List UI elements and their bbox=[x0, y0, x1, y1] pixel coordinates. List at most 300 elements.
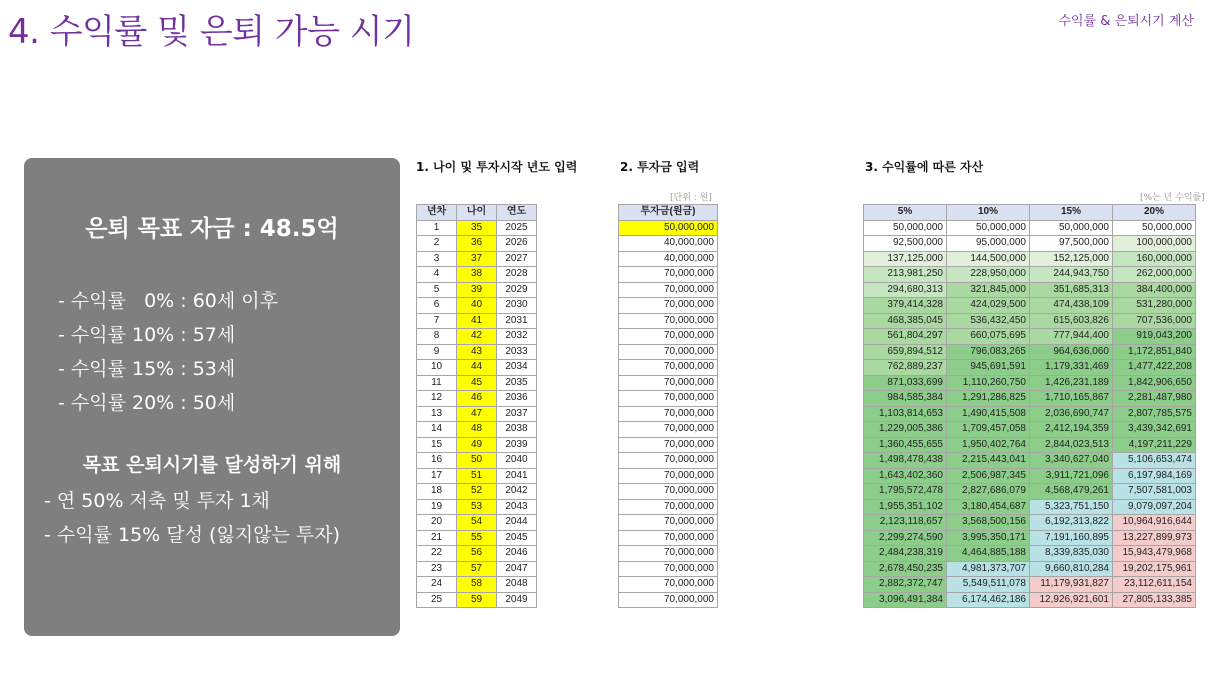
asset-value-cell: 50,000,000 bbox=[1113, 220, 1196, 236]
table-row bbox=[864, 468, 1196, 484]
table-row bbox=[619, 313, 718, 329]
table-row bbox=[619, 468, 718, 484]
asset-value-cell: 1,110,260,750 bbox=[947, 375, 1030, 391]
table-row bbox=[417, 375, 537, 391]
year-index-cell: 14 bbox=[417, 422, 457, 438]
page-title: 4. 수익률 및 은퇴 가능 시기 bbox=[8, 12, 415, 52]
table-row bbox=[619, 375, 718, 391]
asset-value-cell: 762,889,237 bbox=[864, 360, 947, 376]
year-index-cell: 18 bbox=[417, 484, 457, 500]
asset-value-cell: 796,083,265 bbox=[947, 344, 1030, 360]
year-cell: 2047 bbox=[497, 561, 537, 577]
asset-value-cell: 474,438,109 bbox=[1030, 298, 1113, 314]
age-input-cell[interactable]: 43 bbox=[457, 344, 497, 360]
year-index-cell: 8 bbox=[417, 329, 457, 345]
asset-value-cell: 536,432,450 bbox=[947, 313, 1030, 329]
table-row bbox=[417, 251, 537, 267]
table-row bbox=[417, 546, 537, 562]
table-row bbox=[864, 391, 1196, 407]
year-cell: 2031 bbox=[497, 313, 537, 329]
asset-value-cell: 6,192,313,822 bbox=[1030, 515, 1113, 531]
asset-value-cell: 27,805,133,385 bbox=[1113, 592, 1196, 608]
year-index-cell: 19 bbox=[417, 499, 457, 515]
year-cell: 2042 bbox=[497, 484, 537, 500]
asset-value-cell: 1,291,286,825 bbox=[947, 391, 1030, 407]
investment-input-cell[interactable]: 70,000,000 bbox=[619, 329, 718, 345]
table-row bbox=[417, 391, 537, 407]
table-row bbox=[619, 236, 718, 252]
year-cell: 2035 bbox=[497, 375, 537, 391]
asset-value-cell: 1,426,231,189 bbox=[1030, 375, 1113, 391]
investment-input-cell[interactable]: 70,000,000 bbox=[619, 453, 718, 469]
asset-value-cell: 262,000,000 bbox=[1113, 267, 1196, 283]
investment-input-cell[interactable]: 70,000,000 bbox=[619, 267, 718, 283]
page-subtitle: 수익률 & 은퇴시기 계산 bbox=[1058, 14, 1194, 29]
table-row bbox=[619, 437, 718, 453]
table-row bbox=[864, 298, 1196, 314]
col-header-rate-10: 10% bbox=[947, 205, 1030, 221]
asset-value-cell: 1,172,851,840 bbox=[1113, 344, 1196, 360]
table-row bbox=[417, 468, 537, 484]
col-header-year-index: 년차 bbox=[417, 205, 457, 221]
year-index-cell: 5 bbox=[417, 282, 457, 298]
table-row bbox=[417, 406, 537, 422]
investment-input-cell[interactable]: 70,000,000 bbox=[619, 499, 718, 515]
table-row bbox=[417, 530, 537, 546]
asset-value-cell: 3,180,454,687 bbox=[947, 499, 1030, 515]
age-input-cell[interactable]: 53 bbox=[457, 499, 497, 515]
asset-value-cell: 3,568,500,156 bbox=[947, 515, 1030, 531]
year-cell: 2030 bbox=[497, 298, 537, 314]
investment-input-cell[interactable]: 70,000,000 bbox=[619, 282, 718, 298]
asset-value-cell: 7,507,581,003 bbox=[1113, 484, 1196, 500]
age-year-table bbox=[416, 204, 537, 608]
investment-input-cell[interactable]: 70,000,000 bbox=[619, 592, 718, 608]
table-row bbox=[864, 437, 1196, 453]
year-cell: 2041 bbox=[497, 468, 537, 484]
age-input-cell[interactable]: 54 bbox=[457, 515, 497, 531]
year-index-cell: 23 bbox=[417, 561, 457, 577]
table-row bbox=[864, 561, 1196, 577]
investment-input-cell[interactable]: 40,000,000 bbox=[619, 236, 718, 252]
section3-unit: [%는 년 수익률] bbox=[1140, 193, 1205, 203]
asset-value-cell: 2,882,372,747 bbox=[864, 577, 947, 593]
plan-item: - 수익률 15% 달성 (잃지않는 투자) bbox=[44, 524, 341, 546]
age-input-cell[interactable]: 48 bbox=[457, 422, 497, 438]
asset-value-cell: 2,412,194,359 bbox=[1030, 422, 1113, 438]
table-row bbox=[619, 360, 718, 376]
year-cell: 2039 bbox=[497, 437, 537, 453]
summary-panel bbox=[24, 158, 400, 636]
table-row bbox=[864, 422, 1196, 438]
asset-value-cell: 1,229,005,386 bbox=[864, 422, 947, 438]
year-index-cell: 7 bbox=[417, 313, 457, 329]
table-row bbox=[417, 360, 537, 376]
age-input-cell[interactable]: 55 bbox=[457, 530, 497, 546]
age-input-cell[interactable]: 40 bbox=[457, 298, 497, 314]
asset-value-cell: 384,400,000 bbox=[1113, 282, 1196, 298]
table-row bbox=[864, 484, 1196, 500]
investment-input-cell[interactable]: 70,000,000 bbox=[619, 298, 718, 314]
year-cell: 2040 bbox=[497, 453, 537, 469]
asset-value-cell: 1,103,814,653 bbox=[864, 406, 947, 422]
table-row bbox=[619, 422, 718, 438]
investment-input-cell[interactable]: 70,000,000 bbox=[619, 468, 718, 484]
asset-value-cell: 5,106,653,474 bbox=[1113, 453, 1196, 469]
year-index-cell: 16 bbox=[417, 453, 457, 469]
asset-value-cell: 659,894,512 bbox=[864, 344, 947, 360]
asset-value-cell: 13,227,899,973 bbox=[1113, 530, 1196, 546]
year-index-cell: 12 bbox=[417, 391, 457, 407]
investment-input-cell[interactable]: 70,000,000 bbox=[619, 437, 718, 453]
year-cell: 2043 bbox=[497, 499, 537, 515]
year-index-cell: 1 bbox=[417, 220, 457, 236]
asset-value-cell: 945,691,591 bbox=[947, 360, 1030, 376]
asset-value-cell: 244,943,750 bbox=[1030, 267, 1113, 283]
age-input-cell[interactable]: 46 bbox=[457, 391, 497, 407]
table-row bbox=[417, 437, 537, 453]
table-row bbox=[417, 484, 537, 500]
investment-input-cell[interactable]: 70,000,000 bbox=[619, 561, 718, 577]
asset-value-cell: 964,636,060 bbox=[1030, 344, 1113, 360]
year-cell: 2034 bbox=[497, 360, 537, 376]
asset-by-rate-table bbox=[863, 204, 1196, 608]
asset-value-cell: 1,490,415,508 bbox=[947, 406, 1030, 422]
year-index-cell: 20 bbox=[417, 515, 457, 531]
year-cell: 2029 bbox=[497, 282, 537, 298]
year-index-cell: 3 bbox=[417, 251, 457, 267]
asset-value-cell: 228,950,000 bbox=[947, 267, 1030, 283]
table-row bbox=[864, 313, 1196, 329]
age-input-cell[interactable]: 35 bbox=[457, 220, 497, 236]
table-row bbox=[619, 282, 718, 298]
asset-value-cell: 1,955,351,102 bbox=[864, 499, 947, 515]
asset-value-cell: 4,197,211,229 bbox=[1113, 437, 1196, 453]
year-index-cell: 22 bbox=[417, 546, 457, 562]
col-header-rate-5: 5% bbox=[864, 205, 947, 221]
asset-value-cell: 8,339,835,030 bbox=[1030, 546, 1113, 562]
asset-value-cell: 531,280,000 bbox=[1113, 298, 1196, 314]
section3-title: 3. 수익률에 따른 자산 bbox=[865, 160, 984, 174]
col-header-investment: 투자금(원금) bbox=[619, 205, 718, 221]
asset-value-cell: 92,500,000 bbox=[864, 236, 947, 252]
investment-input-cell[interactable]: 70,000,000 bbox=[619, 577, 718, 593]
age-input-cell[interactable]: 37 bbox=[457, 251, 497, 267]
table-row bbox=[619, 530, 718, 546]
asset-value-cell: 50,000,000 bbox=[947, 220, 1030, 236]
asset-value-cell: 6,174,462,186 bbox=[947, 592, 1030, 608]
year-index-cell: 24 bbox=[417, 577, 457, 593]
asset-value-cell: 4,464,885,188 bbox=[947, 546, 1030, 562]
year-index-cell: 11 bbox=[417, 375, 457, 391]
age-input-cell[interactable]: 44 bbox=[457, 360, 497, 376]
rate-item: - 수익률 15% : 53세 bbox=[58, 358, 236, 380]
rate-list bbox=[58, 284, 278, 420]
asset-value-cell: 1,360,455,655 bbox=[864, 437, 947, 453]
asset-value-cell: 2,678,450,235 bbox=[864, 561, 947, 577]
age-input-cell[interactable]: 36 bbox=[457, 236, 497, 252]
asset-value-cell: 1,710,165,867 bbox=[1030, 391, 1113, 407]
asset-value-cell: 379,414,328 bbox=[864, 298, 947, 314]
age-input-cell[interactable]: 38 bbox=[457, 267, 497, 283]
investment-input-cell[interactable]: 70,000,000 bbox=[619, 530, 718, 546]
investment-input-cell[interactable]: 70,000,000 bbox=[619, 391, 718, 407]
asset-value-cell: 351,685,313 bbox=[1030, 282, 1113, 298]
table-row bbox=[417, 515, 537, 531]
rate-item: - 수익률 0% : 60세 이후 bbox=[58, 290, 278, 312]
age-input-cell[interactable]: 58 bbox=[457, 577, 497, 593]
table-row bbox=[619, 220, 718, 236]
asset-value-cell: 871,033,699 bbox=[864, 375, 947, 391]
asset-value-cell: 468,385,045 bbox=[864, 313, 947, 329]
investment-input-cell[interactable]: 70,000,000 bbox=[619, 546, 718, 562]
plan-title: 목표 은퇴시기를 달성하기 위해 bbox=[82, 454, 342, 476]
table-row bbox=[417, 561, 537, 577]
investment-input-cell[interactable]: 70,000,000 bbox=[619, 360, 718, 376]
age-input-cell[interactable]: 39 bbox=[457, 282, 497, 298]
table-row bbox=[417, 422, 537, 438]
asset-value-cell: 160,000,000 bbox=[1113, 251, 1196, 267]
table-row bbox=[417, 577, 537, 593]
table-row bbox=[417, 298, 537, 314]
table-row bbox=[864, 282, 1196, 298]
section2-unit: [단위 : 원] bbox=[670, 193, 712, 203]
asset-value-cell: 1,950,402,764 bbox=[947, 437, 1030, 453]
asset-value-cell: 707,536,000 bbox=[1113, 313, 1196, 329]
year-index-cell: 17 bbox=[417, 468, 457, 484]
asset-value-cell: 561,804,297 bbox=[864, 329, 947, 345]
year-index-cell: 4 bbox=[417, 267, 457, 283]
table-row bbox=[864, 220, 1196, 236]
asset-value-cell: 1,498,478,438 bbox=[864, 453, 947, 469]
year-cell: 2038 bbox=[497, 422, 537, 438]
year-index-cell: 6 bbox=[417, 298, 457, 314]
year-index-cell: 10 bbox=[417, 360, 457, 376]
table-row bbox=[417, 453, 537, 469]
table-row bbox=[619, 329, 718, 345]
investment-input-cell[interactable]: 50,000,000 bbox=[619, 220, 718, 236]
asset-value-cell: 5,549,511,078 bbox=[947, 577, 1030, 593]
age-input-cell[interactable]: 51 bbox=[457, 468, 497, 484]
table-row bbox=[417, 282, 537, 298]
asset-value-cell: 1,709,457,058 bbox=[947, 422, 1030, 438]
age-input-cell[interactable]: 56 bbox=[457, 546, 497, 562]
col-header-age: 나이 bbox=[457, 205, 497, 221]
table-row bbox=[417, 313, 537, 329]
table-row bbox=[619, 453, 718, 469]
table-row bbox=[619, 499, 718, 515]
asset-value-cell: 95,000,000 bbox=[947, 236, 1030, 252]
asset-value-cell: 100,000,000 bbox=[1113, 236, 1196, 252]
year-index-cell: 2 bbox=[417, 236, 457, 252]
asset-value-cell: 2,281,487,980 bbox=[1113, 391, 1196, 407]
asset-value-cell: 3,439,342,691 bbox=[1113, 422, 1196, 438]
year-cell: 2033 bbox=[497, 344, 537, 360]
asset-value-cell: 9,660,810,284 bbox=[1030, 561, 1113, 577]
investment-input-cell[interactable]: 70,000,000 bbox=[619, 406, 718, 422]
age-input-cell[interactable]: 42 bbox=[457, 329, 497, 345]
investment-input-cell[interactable]: 70,000,000 bbox=[619, 484, 718, 500]
table-row bbox=[417, 220, 537, 236]
year-index-cell: 25 bbox=[417, 592, 457, 608]
year-cell: 2028 bbox=[497, 267, 537, 283]
table-row bbox=[864, 499, 1196, 515]
age-input-cell[interactable]: 45 bbox=[457, 375, 497, 391]
table-row bbox=[619, 251, 718, 267]
asset-value-cell: 919,043,200 bbox=[1113, 329, 1196, 345]
table-row bbox=[864, 251, 1196, 267]
asset-value-cell: 1,643,402,360 bbox=[864, 468, 947, 484]
plan-item: - 연 50% 저축 및 투자 1채 bbox=[44, 490, 270, 512]
plan-list bbox=[44, 484, 340, 552]
asset-value-cell: 2,827,686,079 bbox=[947, 484, 1030, 500]
asset-value-cell: 3,911,721,096 bbox=[1030, 468, 1113, 484]
asset-value-cell: 1,795,572,478 bbox=[864, 484, 947, 500]
col-header-rate-20: 20% bbox=[1113, 205, 1196, 221]
year-cell: 2027 bbox=[497, 251, 537, 267]
table-row bbox=[417, 329, 537, 345]
asset-value-cell: 777,944,400 bbox=[1030, 329, 1113, 345]
table-row bbox=[864, 267, 1196, 283]
investment-input-cell[interactable]: 70,000,000 bbox=[619, 422, 718, 438]
year-cell: 2032 bbox=[497, 329, 537, 345]
year-cell: 2026 bbox=[497, 236, 537, 252]
rate-item: - 수익률 20% : 50세 bbox=[58, 392, 236, 414]
asset-value-cell: 1,477,422,208 bbox=[1113, 360, 1196, 376]
table-row bbox=[864, 360, 1196, 376]
age-input-cell[interactable]: 52 bbox=[457, 484, 497, 500]
table-row bbox=[864, 592, 1196, 608]
table-row bbox=[864, 329, 1196, 345]
table-row bbox=[864, 577, 1196, 593]
year-cell: 2046 bbox=[497, 546, 537, 562]
investment-input-cell[interactable]: 70,000,000 bbox=[619, 375, 718, 391]
age-input-cell[interactable]: 49 bbox=[457, 437, 497, 453]
investment-input-cell[interactable]: 40,000,000 bbox=[619, 251, 718, 267]
asset-value-cell: 152,125,000 bbox=[1030, 251, 1113, 267]
year-cell: 2044 bbox=[497, 515, 537, 531]
asset-value-cell: 4,981,373,707 bbox=[947, 561, 1030, 577]
table-row bbox=[619, 391, 718, 407]
asset-value-cell: 2,484,238,319 bbox=[864, 546, 947, 562]
rate-item: - 수익률 10% : 57세 bbox=[58, 324, 236, 346]
table-row bbox=[417, 236, 537, 252]
asset-value-cell: 2,844,023,513 bbox=[1030, 437, 1113, 453]
asset-value-cell: 1,179,331,469 bbox=[1030, 360, 1113, 376]
year-cell: 2037 bbox=[497, 406, 537, 422]
asset-value-cell: 4,568,479,261 bbox=[1030, 484, 1113, 500]
year-index-cell: 9 bbox=[417, 344, 457, 360]
age-input-cell[interactable]: 57 bbox=[457, 561, 497, 577]
asset-value-cell: 660,075,695 bbox=[947, 329, 1030, 345]
table-row bbox=[619, 546, 718, 562]
table-row bbox=[619, 406, 718, 422]
asset-value-cell: 3,995,350,171 bbox=[947, 530, 1030, 546]
year-cell: 2025 bbox=[497, 220, 537, 236]
table-row bbox=[417, 592, 537, 608]
asset-value-cell: 97,500,000 bbox=[1030, 236, 1113, 252]
asset-value-cell: 137,125,000 bbox=[864, 251, 947, 267]
asset-value-cell: 50,000,000 bbox=[1030, 220, 1113, 236]
asset-value-cell: 9,079,097,204 bbox=[1113, 499, 1196, 515]
age-input-cell[interactable]: 59 bbox=[457, 592, 497, 608]
asset-value-cell: 984,585,384 bbox=[864, 391, 947, 407]
investment-input-cell[interactable]: 70,000,000 bbox=[619, 313, 718, 329]
asset-value-cell: 15,943,479,968 bbox=[1113, 546, 1196, 562]
table-row bbox=[619, 577, 718, 593]
asset-value-cell: 1,842,906,650 bbox=[1113, 375, 1196, 391]
investment-table bbox=[618, 204, 718, 608]
table-row bbox=[619, 592, 718, 608]
table-row bbox=[417, 344, 537, 360]
table-row bbox=[864, 515, 1196, 531]
asset-value-cell: 2,807,785,575 bbox=[1113, 406, 1196, 422]
age-input-cell[interactable]: 47 bbox=[457, 406, 497, 422]
year-cell: 2048 bbox=[497, 577, 537, 593]
investment-input-cell[interactable]: 70,000,000 bbox=[619, 344, 718, 360]
table-row bbox=[864, 530, 1196, 546]
year-index-cell: 21 bbox=[417, 530, 457, 546]
age-input-cell[interactable]: 41 bbox=[457, 313, 497, 329]
asset-value-cell: 294,680,313 bbox=[864, 282, 947, 298]
year-cell: 2049 bbox=[497, 592, 537, 608]
asset-value-cell: 321,845,000 bbox=[947, 282, 1030, 298]
asset-value-cell: 19,202,175,961 bbox=[1113, 561, 1196, 577]
table-row bbox=[864, 453, 1196, 469]
retirement-goal: 은퇴 목표 자금 : 48.5억 bbox=[85, 216, 339, 242]
asset-value-cell: 23,112,611,154 bbox=[1113, 577, 1196, 593]
asset-value-cell: 424,029,500 bbox=[947, 298, 1030, 314]
asset-value-cell: 7,191,160,895 bbox=[1030, 530, 1113, 546]
table-row bbox=[619, 561, 718, 577]
age-input-cell[interactable]: 50 bbox=[457, 453, 497, 469]
asset-value-cell: 10,964,916,644 bbox=[1113, 515, 1196, 531]
table-row bbox=[417, 499, 537, 515]
year-cell: 2045 bbox=[497, 530, 537, 546]
year-index-cell: 13 bbox=[417, 406, 457, 422]
table-row bbox=[864, 236, 1196, 252]
table-row bbox=[864, 546, 1196, 562]
table-row bbox=[864, 344, 1196, 360]
year-cell: 2036 bbox=[497, 391, 537, 407]
asset-value-cell: 3,096,491,384 bbox=[864, 592, 947, 608]
col-header-year: 연도 bbox=[497, 205, 537, 221]
table-row bbox=[619, 267, 718, 283]
asset-value-cell: 11,179,931,827 bbox=[1030, 577, 1113, 593]
year-index-cell: 15 bbox=[417, 437, 457, 453]
table-row bbox=[619, 484, 718, 500]
asset-value-cell: 2,506,987,345 bbox=[947, 468, 1030, 484]
asset-value-cell: 5,323,751,150 bbox=[1030, 499, 1113, 515]
asset-value-cell: 213,981,250 bbox=[864, 267, 947, 283]
asset-value-cell: 144,500,000 bbox=[947, 251, 1030, 267]
asset-value-cell: 3,340,627,040 bbox=[1030, 453, 1113, 469]
section1-title: 1. 나이 및 투자시작 년도 입력 bbox=[416, 160, 578, 174]
asset-value-cell: 2,299,274,590 bbox=[864, 530, 947, 546]
asset-value-cell: 12,926,921,601 bbox=[1030, 592, 1113, 608]
table-row bbox=[619, 298, 718, 314]
asset-value-cell: 2,123,118,657 bbox=[864, 515, 947, 531]
table-row bbox=[619, 515, 718, 531]
asset-value-cell: 6,197,984,169 bbox=[1113, 468, 1196, 484]
asset-value-cell: 615,603,826 bbox=[1030, 313, 1113, 329]
table-row bbox=[619, 344, 718, 360]
asset-value-cell: 2,215,443,041 bbox=[947, 453, 1030, 469]
investment-input-cell[interactable]: 70,000,000 bbox=[619, 515, 718, 531]
col-header-rate-15: 15% bbox=[1030, 205, 1113, 221]
table-row bbox=[864, 406, 1196, 422]
asset-value-cell: 50,000,000 bbox=[864, 220, 947, 236]
